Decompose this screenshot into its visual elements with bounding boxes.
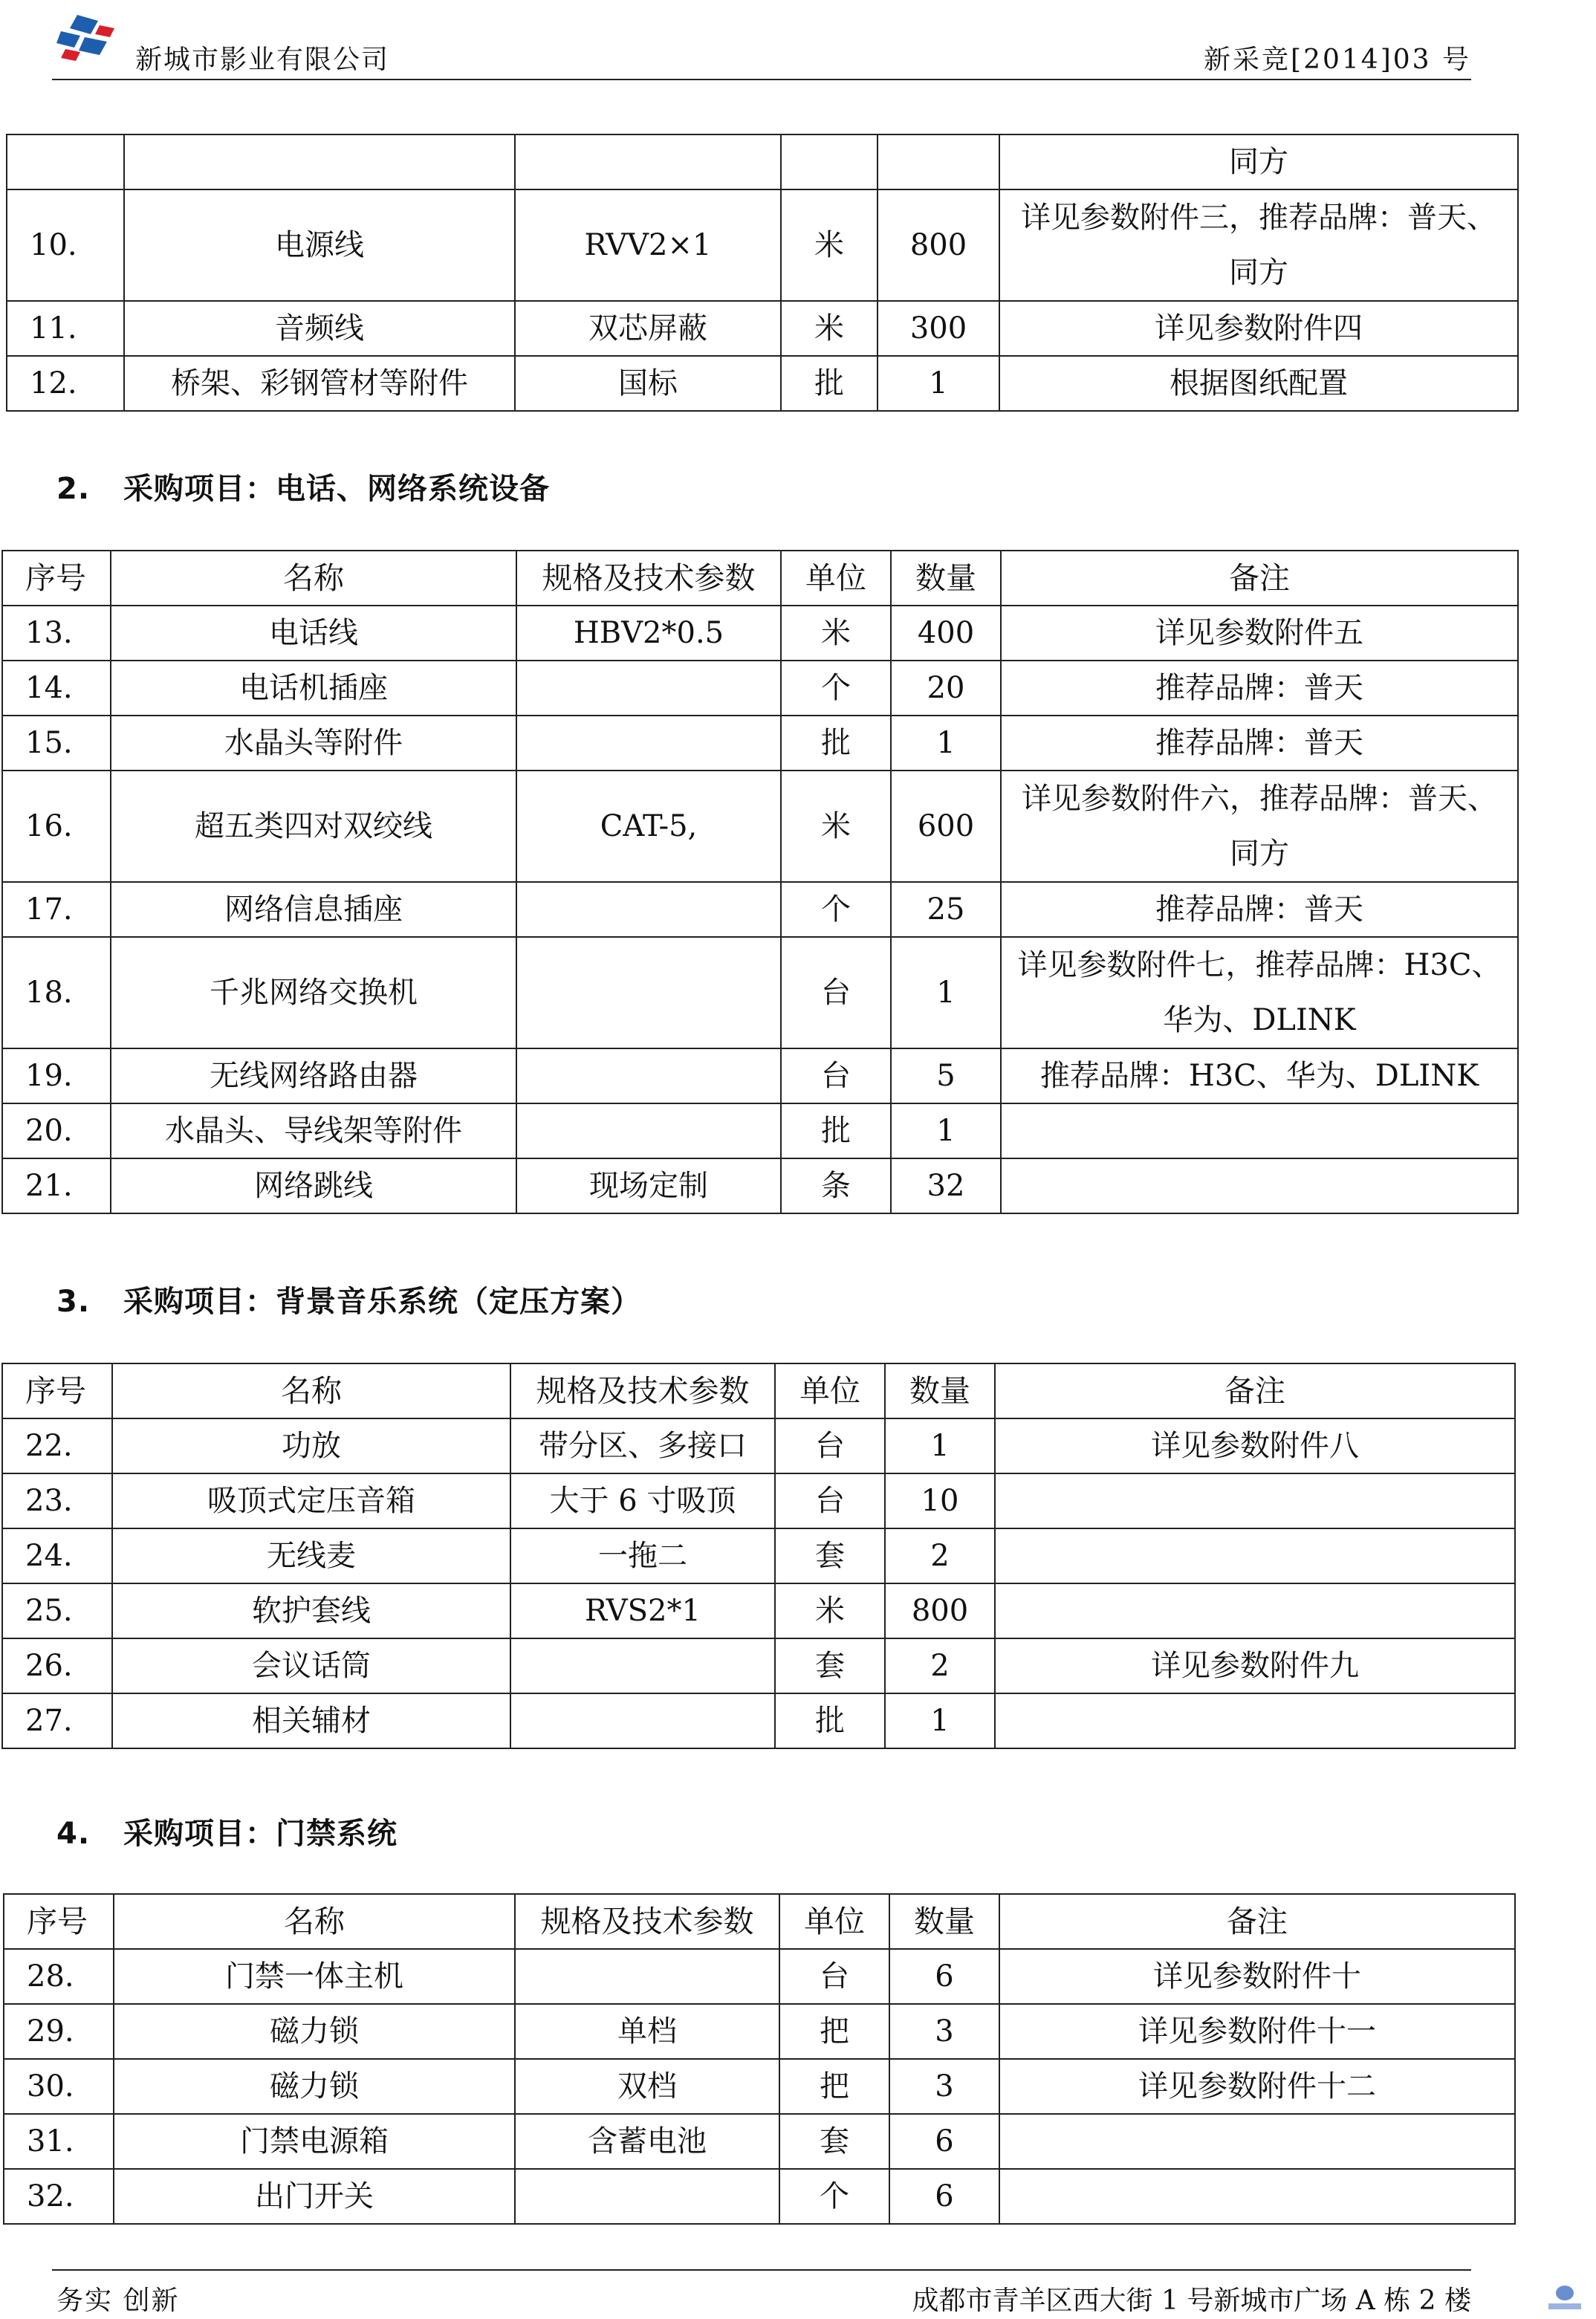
cell-name: 电源线 xyxy=(124,189,515,301)
cell-spec: 带分区、多接口 xyxy=(510,1418,775,1473)
column-header: 序号 xyxy=(2,1363,112,1418)
table-row xyxy=(7,189,1518,301)
table-row xyxy=(2,882,1518,937)
cell-no: 24. xyxy=(2,1528,112,1583)
table-row xyxy=(2,661,1518,716)
cell-remark xyxy=(999,2114,1515,2169)
cell-unit: 批 xyxy=(781,716,891,771)
cell-spec: RVV2×1 xyxy=(515,189,781,301)
table-row xyxy=(4,1949,1515,2004)
table-row xyxy=(2,1583,1515,1638)
cell-spec: 双档 xyxy=(515,2059,779,2114)
column-header: 名称 xyxy=(114,1894,515,1949)
cell-no: 12. xyxy=(7,356,124,411)
column-header: 单位 xyxy=(781,551,891,606)
table-header-row xyxy=(2,551,1518,606)
cell-remark xyxy=(999,189,1518,301)
remark-line: 推荐品牌：H3C、华为、DLINK xyxy=(1039,1059,1479,1093)
table-row xyxy=(2,1048,1518,1103)
cell-qty: 6 xyxy=(889,2114,999,2169)
column-header: 数量 xyxy=(885,1363,995,1418)
table-row xyxy=(2,937,1518,1048)
cell-remark xyxy=(995,1583,1515,1638)
cell-qty: 5 xyxy=(891,1048,1001,1103)
cell-qty: 300 xyxy=(878,301,999,356)
cell-qty xyxy=(878,134,999,189)
cell-unit: 批 xyxy=(781,1103,891,1158)
cell-name: 桥架、彩钢管材等附件 xyxy=(124,356,515,411)
cell-no: 13. xyxy=(2,606,111,661)
cell-remark xyxy=(999,301,1518,356)
section-title-2 xyxy=(56,465,550,507)
column-header: 备注 xyxy=(995,1363,1515,1418)
table-header-row xyxy=(2,1363,1515,1418)
cell-name: 网络跳线 xyxy=(111,1158,516,1213)
cell-name: 水晶头、导线架等附件 xyxy=(111,1103,516,1158)
column-header: 数量 xyxy=(891,551,1001,606)
cell-name: 无线麦 xyxy=(112,1528,510,1583)
cell-remark xyxy=(999,356,1518,411)
cell-name: 千兆网络交换机 xyxy=(111,937,516,1048)
cell-unit: 个 xyxy=(779,2169,889,2224)
cell-no: 26. xyxy=(2,1638,112,1693)
table-row xyxy=(4,2059,1515,2114)
cell-no: 28. xyxy=(4,1949,114,2004)
column-header: 数量 xyxy=(889,1894,999,1949)
remark-line: 详见参数附件五 xyxy=(1155,616,1363,650)
cell-unit: 套 xyxy=(779,2114,889,2169)
cell-unit: 台 xyxy=(781,1048,891,1103)
cell-name: 无线网络路由器 xyxy=(111,1048,516,1103)
table-row xyxy=(2,1638,1515,1693)
cell-no: 23. xyxy=(2,1473,112,1528)
section-number: 4. xyxy=(56,1817,91,1851)
cell-name: 门禁电源箱 xyxy=(114,2114,515,2169)
table-row xyxy=(2,1103,1518,1158)
cell-name: 会议话筒 xyxy=(112,1638,510,1693)
cell-spec xyxy=(516,937,781,1048)
table-row xyxy=(2,1158,1518,1213)
cell-no xyxy=(7,134,124,189)
cell-unit: 套 xyxy=(775,1528,885,1583)
cell-spec: 国标 xyxy=(515,356,781,411)
cell-qty: 1 xyxy=(885,1693,995,1748)
table-row xyxy=(2,1418,1515,1473)
section-number: 2. xyxy=(56,472,91,506)
table-row xyxy=(7,134,1518,189)
remark-line: 推荐品牌：普天 xyxy=(1155,726,1363,760)
cell-remark xyxy=(995,1693,1515,1748)
cell-unit: 条 xyxy=(781,1158,891,1213)
cell-qty: 400 xyxy=(891,606,1001,661)
cell-no: 32. xyxy=(4,2169,114,2224)
table-row xyxy=(2,1528,1515,1583)
cell-unit: 台 xyxy=(775,1418,885,1473)
cell-qty: 20 xyxy=(891,661,1001,716)
cell-spec xyxy=(510,1693,775,1748)
cell-qty: 1 xyxy=(891,716,1001,771)
cell-no: 27. xyxy=(2,1693,112,1748)
cell-unit: 米 xyxy=(781,189,878,301)
cell-remark xyxy=(1001,1103,1518,1158)
column-header: 名称 xyxy=(111,551,516,606)
cell-qty: 600 xyxy=(891,771,1001,882)
cell-remark xyxy=(1001,1158,1518,1213)
cell-spec xyxy=(516,882,781,937)
column-header: 备注 xyxy=(999,1894,1515,1949)
cell-name: 电话机插座 xyxy=(111,661,516,716)
remark-line: 详见参数附件三，推荐品牌：普天、 xyxy=(1021,201,1496,235)
page-footer xyxy=(52,2269,1471,2316)
cell-no: 25. xyxy=(2,1583,112,1638)
column-header: 规格及技术参数 xyxy=(515,1894,779,1949)
cell-no: 10. xyxy=(7,189,124,301)
cell-spec: 双芯屏蔽 xyxy=(515,301,781,356)
cell-no: 14. xyxy=(2,661,111,716)
cell-qty: 800 xyxy=(885,1583,995,1638)
cell-spec: 大于 6 寸吸顶 xyxy=(510,1473,775,1528)
cell-spec: HBV2*0.5 xyxy=(516,606,781,661)
column-header: 备注 xyxy=(1001,551,1518,606)
cell-qty: 3 xyxy=(889,2004,999,2059)
company-name: 新城市影业有限公司 xyxy=(135,45,390,75)
cell-spec xyxy=(516,661,781,716)
cell-qty: 2 xyxy=(885,1528,995,1583)
watermark-logo-icon xyxy=(1545,2281,1584,2314)
remark-line: 详见参数附件十二 xyxy=(1138,2069,1376,2104)
footer-slogan: 务实 创新 xyxy=(56,2286,180,2316)
cell-remark xyxy=(1001,716,1518,771)
remark-line: 详见参数附件十一 xyxy=(1138,2014,1376,2049)
cell-unit: 把 xyxy=(779,2004,889,2059)
cell-no: 11. xyxy=(7,301,124,356)
remark-line: 华为、DLINK xyxy=(1163,1003,1356,1037)
table-row xyxy=(4,2114,1515,2169)
cell-spec: RVS2*1 xyxy=(510,1583,775,1638)
cell-spec xyxy=(515,134,781,189)
section-title-text: 采购项目：电话、网络系统设备 xyxy=(123,472,550,506)
cell-spec xyxy=(515,1949,779,2004)
remark-line: 详见参数附件六，推荐品牌：普天、 xyxy=(1022,782,1497,816)
cell-no: 15. xyxy=(2,716,111,771)
cell-unit: 台 xyxy=(781,937,891,1048)
cell-qty: 2 xyxy=(885,1638,995,1693)
cell-name: 磁力锁 xyxy=(114,2004,515,2059)
cell-qty: 25 xyxy=(891,882,1001,937)
cell-no: 16. xyxy=(2,771,111,882)
cell-remark xyxy=(1001,771,1518,882)
cell-spec: 单档 xyxy=(515,2004,779,2059)
section-title-text: 采购项目：背景音乐系统（定压方案） xyxy=(123,1285,641,1319)
cell-qty: 6 xyxy=(889,1949,999,2004)
cell-spec: 一拖二 xyxy=(510,1528,775,1583)
remark-line: 同方 xyxy=(1230,837,1289,871)
cell-spec: 现场定制 xyxy=(516,1158,781,1213)
table-header-row xyxy=(4,1894,1515,1949)
table-background-music xyxy=(1,1363,1516,1749)
cell-qty: 1 xyxy=(891,1103,1001,1158)
table-row xyxy=(2,606,1518,661)
cell-name: 出门开关 xyxy=(114,2169,515,2224)
cell-unit: 批 xyxy=(781,356,878,411)
cell-spec xyxy=(515,2169,779,2224)
cell-name: 功放 xyxy=(112,1418,510,1473)
cell-no: 19. xyxy=(2,1048,111,1103)
cell-no: 31. xyxy=(4,2114,114,2169)
cell-unit: 把 xyxy=(779,2059,889,2114)
cell-spec: CAT-5, xyxy=(516,771,781,882)
cell-name: 相关辅材 xyxy=(112,1693,510,1748)
cell-no: 20. xyxy=(2,1103,111,1158)
cell-remark xyxy=(995,1528,1515,1583)
cell-unit: 台 xyxy=(779,1949,889,2004)
remark-line: 详见参数附件九 xyxy=(1151,1649,1359,1683)
column-header: 单位 xyxy=(779,1894,889,1949)
column-header: 序号 xyxy=(2,551,111,606)
remark-line: 推荐品牌：普天 xyxy=(1155,671,1363,705)
cell-qty: 6 xyxy=(889,2169,999,2224)
document-number: 新采竞[2014]03 号 xyxy=(1204,45,1471,75)
cell-name: 磁力锁 xyxy=(114,2059,515,2114)
cell-unit: 米 xyxy=(781,301,878,356)
cell-remark xyxy=(995,1418,1515,1473)
cell-no: 18. xyxy=(2,937,111,1048)
table-access-control xyxy=(3,1893,1516,2225)
cell-unit: 米 xyxy=(781,771,891,882)
column-header: 名称 xyxy=(112,1363,510,1418)
table-row xyxy=(4,2169,1515,2224)
column-header: 规格及技术参数 xyxy=(510,1363,775,1418)
table-continued xyxy=(6,134,1519,412)
cell-name: 吸顶式定压音箱 xyxy=(112,1473,510,1528)
column-header: 单位 xyxy=(775,1363,885,1418)
section-title-4 xyxy=(56,1810,398,1852)
cell-remark xyxy=(1001,882,1518,937)
cell-remark xyxy=(999,2169,1515,2224)
cell-name xyxy=(124,134,515,189)
cell-unit: 个 xyxy=(781,661,891,716)
cell-name: 水晶头等附件 xyxy=(111,716,516,771)
cell-remark xyxy=(1001,1048,1518,1103)
cell-no: 30. xyxy=(4,2059,114,2114)
cell-unit: 套 xyxy=(775,1638,885,1693)
cell-unit: 台 xyxy=(775,1473,885,1528)
cell-no: 22. xyxy=(2,1418,112,1473)
cell-remark xyxy=(999,1949,1515,2004)
cell-unit: 米 xyxy=(775,1583,885,1638)
remark-line: 详见参数附件四 xyxy=(1155,311,1363,346)
remark-line: 详见参数附件八 xyxy=(1151,1429,1359,1463)
cell-spec: 含蓄电池 xyxy=(515,2114,779,2169)
remark-line: 推荐品牌：普天 xyxy=(1155,892,1363,927)
header-divider xyxy=(52,79,1471,80)
cell-qty: 1 xyxy=(891,937,1001,1048)
cell-qty: 10 xyxy=(885,1473,995,1528)
cell-unit: 个 xyxy=(781,882,891,937)
cell-remark xyxy=(999,134,1518,189)
cell-name: 电话线 xyxy=(111,606,516,661)
cell-remark xyxy=(999,2004,1515,2059)
cell-qty: 32 xyxy=(891,1158,1001,1213)
section-title-text: 采购项目：门禁系统 xyxy=(123,1817,398,1851)
table-row xyxy=(4,2004,1515,2059)
section-title-3 xyxy=(56,1278,641,1320)
cell-spec xyxy=(516,1048,781,1103)
cell-remark xyxy=(1001,661,1518,716)
cell-remark xyxy=(999,2059,1515,2114)
cell-remark xyxy=(1001,937,1518,1048)
remark-line: 根据图纸配置 xyxy=(1170,366,1348,400)
footer-address: 成都市青羊区西大街 1 号新城市广场 A 栋 2 楼 xyxy=(912,2286,1471,2316)
cell-name: 门禁一体主机 xyxy=(114,1949,515,2004)
remark-line: 详见参数附件七，推荐品牌：H3C、 xyxy=(1017,948,1502,982)
cell-spec xyxy=(510,1638,775,1693)
page-header xyxy=(52,15,1471,75)
remark-line: 同方 xyxy=(1229,145,1288,179)
table-row xyxy=(2,771,1518,882)
cell-qty: 800 xyxy=(878,189,999,301)
cell-no: 17. xyxy=(2,882,111,937)
remark-line: 同方 xyxy=(1229,256,1288,290)
cell-unit: 批 xyxy=(775,1693,885,1748)
section-number: 3. xyxy=(56,1285,91,1319)
table-phone-network xyxy=(1,550,1519,1214)
cell-name: 超五类四对双绞线 xyxy=(111,771,516,882)
cell-unit: 米 xyxy=(781,606,891,661)
cell-qty: 3 xyxy=(889,2059,999,2114)
table-row xyxy=(7,356,1518,411)
cell-remark xyxy=(995,1638,1515,1693)
remark-line: 详见参数附件十 xyxy=(1153,1959,1361,1994)
table-row xyxy=(2,1473,1515,1528)
company-logo-icon xyxy=(55,15,120,62)
cell-name: 音频线 xyxy=(124,301,515,356)
cell-no: 29. xyxy=(4,2004,114,2059)
cell-spec xyxy=(516,716,781,771)
cell-no: 21. xyxy=(2,1158,111,1213)
cell-unit xyxy=(781,134,878,189)
footer-divider xyxy=(52,2269,1471,2271)
cell-name: 软护套线 xyxy=(112,1583,510,1638)
table-row xyxy=(2,716,1518,771)
table-row xyxy=(7,301,1518,356)
cell-qty: 1 xyxy=(885,1418,995,1473)
cell-name: 网络信息插座 xyxy=(111,882,516,937)
cell-spec xyxy=(516,1103,781,1158)
column-header: 规格及技术参数 xyxy=(516,551,781,606)
column-header: 序号 xyxy=(4,1894,114,1949)
cell-remark xyxy=(995,1473,1515,1528)
cell-remark xyxy=(1001,606,1518,661)
cell-qty: 1 xyxy=(878,356,999,411)
table-row xyxy=(2,1693,1515,1748)
